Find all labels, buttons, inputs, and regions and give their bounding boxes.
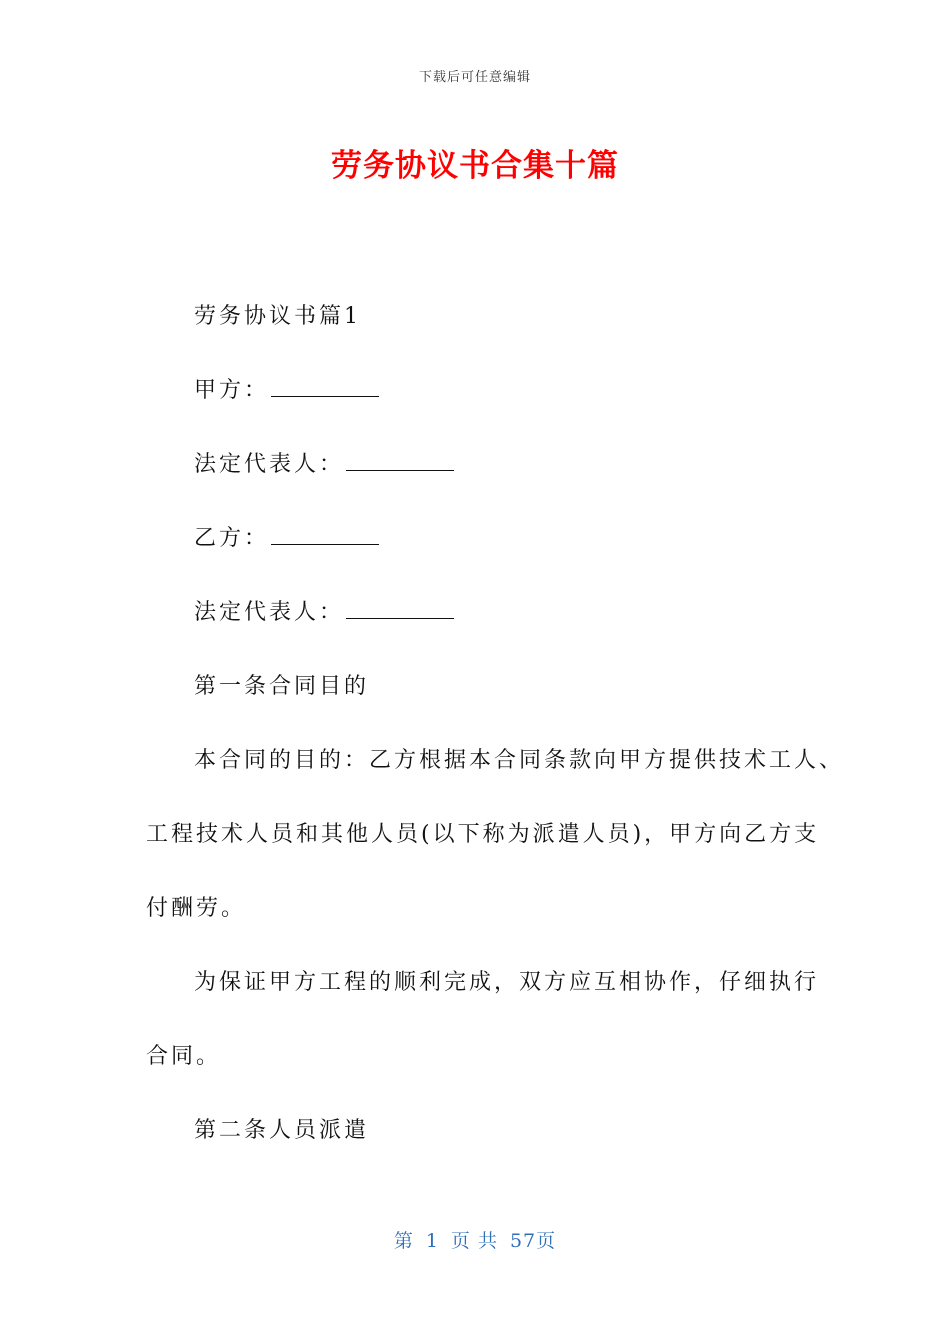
party-a-blank <box>271 378 379 397</box>
article-1-text-line-2: 工程技术人员和其他人员(以下称为派遣人员)，甲方向乙方支 <box>146 822 820 847</box>
footer-middle: 页 共 <box>450 1230 498 1252</box>
party-b-rep-blank <box>346 600 454 619</box>
party-a-rep-label: 法定代表人： <box>194 452 345 477</box>
footer-prefix: 第 <box>393 1230 414 1252</box>
header-note: 下载后可任意编辑 <box>418 70 531 85</box>
party-a-rep-field <box>146 428 806 502</box>
party-b-rep-label: 法定代表人： <box>194 600 345 625</box>
footer-page-number: 1 <box>425 1230 439 1252</box>
article-1-text-line-1: 本合同的目的：乙方根据本合同条款向甲方提供技术工人、 <box>194 748 845 773</box>
party-b-blank <box>271 526 379 545</box>
document-title: 劳务协议书合集十篇 <box>331 148 619 184</box>
page-footer <box>0 1226 950 1253</box>
footer-total-pages: 57 <box>509 1230 537 1252</box>
party-b-field <box>146 502 806 576</box>
party-b-rep-field <box>146 576 806 650</box>
party-a-rep-blank <box>346 452 454 471</box>
footer-suffix: 页 <box>536 1230 557 1252</box>
article-1-heading: 第一条合同目的 <box>194 674 370 699</box>
party-b-label: 乙方： <box>194 526 270 551</box>
party-a-label: 甲方： <box>194 378 270 403</box>
article-2-heading: 第二条人员派遣 <box>194 1118 370 1143</box>
section-heading: 劳务协议书篇1 <box>194 304 361 329</box>
article-1-text2-line-1: 为保证甲方工程的顺利完成，双方应互相协作，仔细执行 <box>194 970 820 995</box>
article-1-text2-line-2: 合同。 <box>146 1044 222 1069</box>
article-1-text-line-3: 付酬劳。 <box>146 896 247 921</box>
document-body <box>146 280 845 1168</box>
party-a-field <box>146 354 806 428</box>
